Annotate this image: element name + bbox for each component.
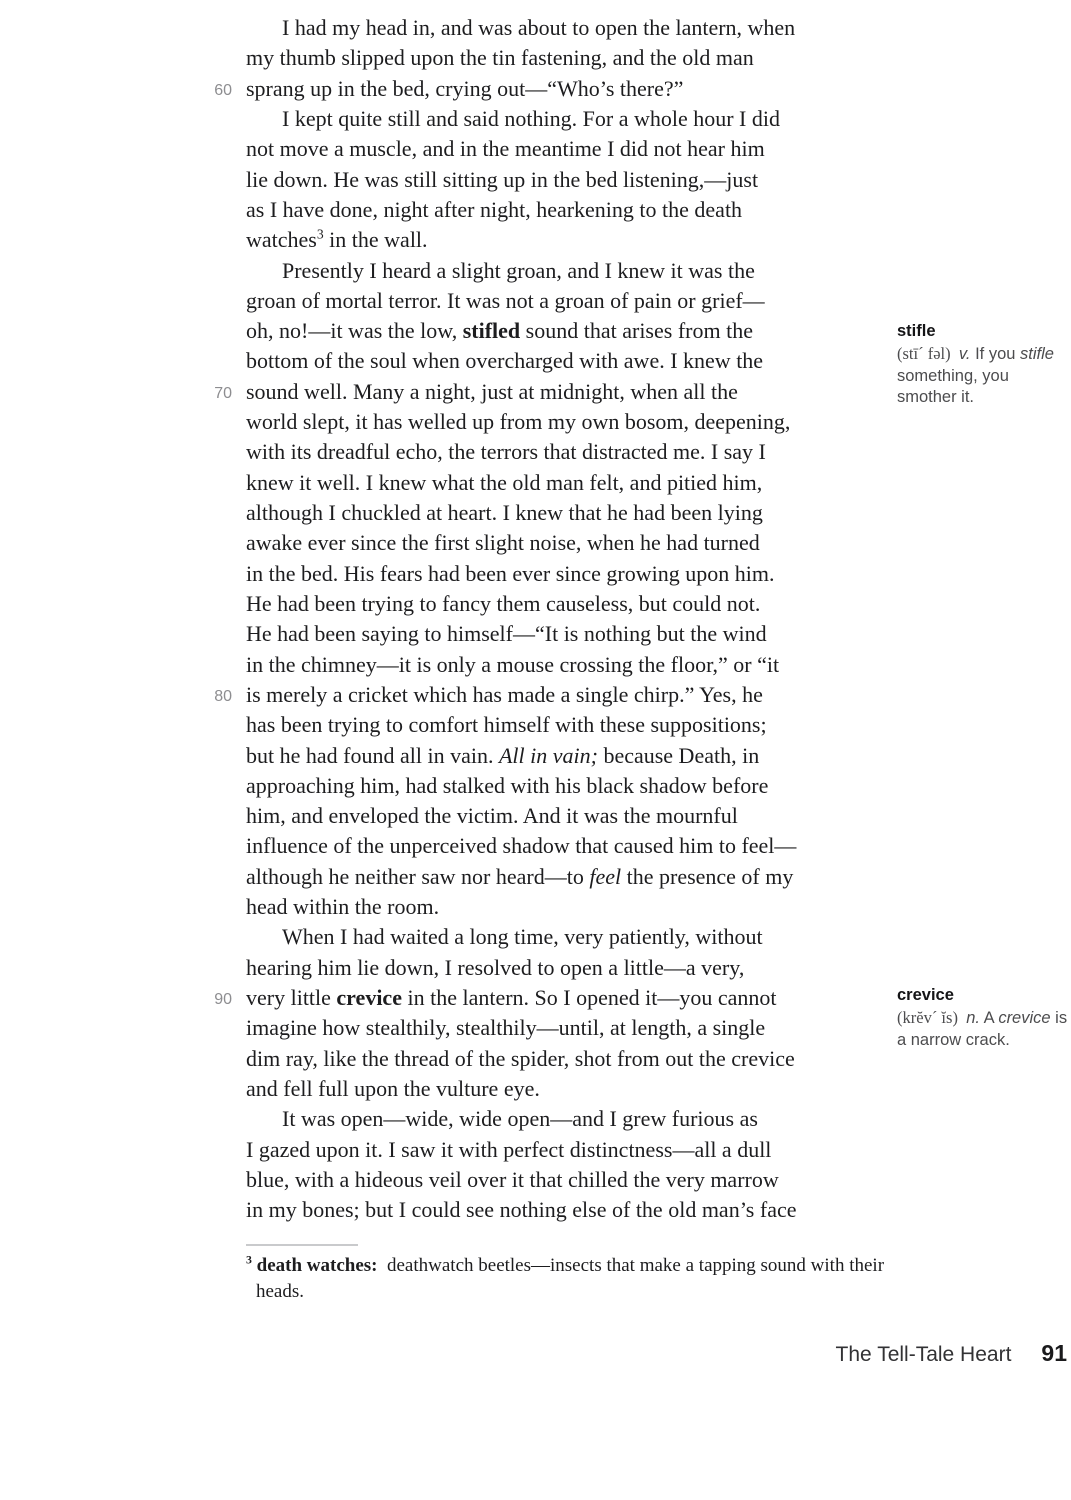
text-line [246, 316, 886, 346]
text-segment: sound that arises from the [520, 318, 753, 344]
text-segment: in the chimney—it is only a mouse crossing the floor,” or “it [246, 651, 780, 677]
text-segment: the presence of my [621, 863, 794, 889]
footnote-text [246, 1253, 886, 1305]
text-line [246, 13, 886, 43]
text-line [246, 498, 886, 528]
text-line [246, 195, 886, 225]
text-segment: sound well. Many a night, just at midnight, when all the [246, 378, 738, 404]
text-line [246, 225, 886, 255]
text-line [246, 1044, 886, 1074]
text-segment: When I had waited a long time, very patiently, without [282, 924, 763, 950]
text-segment: very little [246, 985, 337, 1010]
text-segment: in the lantern. So I opened it—you cannot [401, 985, 777, 1010]
text-segment: sprang up in the bed, crying out—“Who’s there?” [246, 75, 684, 101]
text-segment: blue, with a hideous veil over it that chilled the very marrow [246, 1166, 779, 1192]
text-segment: although I chuckled at heart. I knew that he had been lying [246, 500, 763, 525]
text-segment: has been trying to comfort himself with these suppositions; [246, 712, 767, 738]
text-line [246, 922, 886, 952]
text-line [246, 953, 886, 983]
body-text [214, 13, 886, 1226]
text-segment: crevice [336, 985, 402, 1010]
text-line [246, 831, 886, 861]
footnote-rule [246, 1244, 358, 1246]
text-line [246, 1195, 886, 1225]
text-segment: not move a muscle, and in the meantime I did not hear him [246, 136, 765, 162]
text-segment: in the bed. His fears had been ever since growing upon him. [246, 560, 775, 586]
text-line [246, 741, 886, 771]
text-line [246, 346, 886, 376]
running-title: The Tell-Tale Heart [835, 1343, 1012, 1366]
margin-note-definition [897, 343, 1071, 409]
text-line [246, 286, 886, 316]
text-line [246, 710, 886, 740]
margin-note-headword: stifle [897, 322, 936, 340]
text-line [246, 407, 886, 437]
text-line [246, 1135, 886, 1165]
text-line [214, 74, 886, 104]
text-segment: I had my head in, and was about to open the lantern, when [282, 15, 796, 40]
text-segment: dim ray, like the thread of the spider, shot from out the crevice [246, 1045, 795, 1071]
text-segment: in my bones; but I could see nothing else of the old man’s face [246, 1197, 797, 1223]
text-segment: approaching him, had stalked with his black shadow before [246, 772, 769, 798]
text-line [246, 589, 886, 619]
text-segment: bottom of the soul when overcharged with awe. I knew the [246, 348, 764, 374]
text-line [246, 165, 886, 195]
text-segment: is merely a cricket which has made a single chirp.” Yes, he [246, 681, 763, 707]
text-line [246, 256, 886, 286]
text-line [246, 528, 886, 558]
text-segment: world slept, it has welled up from my own bosom, deepening, [246, 409, 791, 435]
text-segment: deathwatch beetles—insects that make a tapping sound with their heads. [256, 1255, 885, 1302]
text-segment: He had been saying to himself—“It is nothing but the wind [246, 621, 767, 647]
margin-note-stifle [897, 321, 1071, 409]
text-line [214, 377, 886, 407]
text-segment: imagine how stealthily, stealthily—until, at length, a single [246, 1015, 766, 1041]
text-segment: I kept quite still and said nothing. For a whole hour I did [282, 105, 780, 131]
text-line [246, 1165, 886, 1195]
text-line [246, 559, 886, 589]
text-segment: knew it well. I knew what the old man felt, and pitied him, [246, 469, 763, 495]
text-segment: awake ever since the first slight noise, when he had turned [246, 530, 760, 556]
text-line [246, 134, 886, 164]
text-segment: head within the room. [246, 894, 440, 920]
text-segment: stifled [462, 318, 521, 344]
text-segment: Presently I heard a slight groan, and I knew it was the [282, 257, 755, 283]
text-segment: It was open—wide, wide open—and I grew furious as [282, 1106, 758, 1132]
text-segment: stifle [1020, 344, 1054, 363]
text-segment: All in vain; [498, 742, 598, 768]
text-segment: with its dreadful echo, the terrors that distracted me. I say I [246, 439, 766, 465]
text-segment: If you [970, 344, 1021, 363]
text-segment: n. [966, 1008, 980, 1027]
text-line [246, 650, 886, 680]
text-segment: as I have done, night after night, hearkening to the death [246, 196, 743, 222]
line-number: 90 [214, 991, 232, 1008]
text-segment: watches [246, 227, 317, 253]
text-segment: He had been trying to fancy them causeless, but could not. [246, 590, 761, 616]
text-segment: feel [589, 863, 622, 889]
text-segment: lie down. He was still sitting up in the bed listening,—just [246, 166, 759, 192]
text-segment: 3 [316, 226, 324, 242]
text-line [246, 862, 886, 892]
text-line [246, 771, 886, 801]
line-number: 70 [214, 384, 232, 402]
line-number: 80 [214, 687, 232, 705]
text-segment: and fell full upon the vulture eye. [246, 1075, 540, 1101]
text-segment: influence of the unperceived shadow that caused him to feel— [246, 833, 797, 859]
text-segment: v. [958, 344, 971, 363]
text-segment: crevice [998, 1008, 1051, 1027]
margin-note-definition [897, 1007, 1071, 1052]
page-footer [836, 1340, 1067, 1367]
text-line [246, 43, 886, 73]
margin-note-crevice [897, 985, 1071, 1051]
text-segment: A [979, 1008, 999, 1027]
text-line [246, 437, 886, 467]
text-segment: oh, no!—it was the low, [246, 318, 463, 344]
text-segment: something, you smother it. [897, 366, 1009, 407]
text-line [246, 892, 886, 922]
text-line [246, 1074, 886, 1104]
text-segment: 3 [246, 1253, 252, 1267]
text-segment: groan of mortal terror. It was not a groan of pain or grief— [246, 287, 765, 313]
text-segment: I gazed upon it. I saw it with perfect distinctness—all a dull [246, 1136, 772, 1162]
text-segment: my thumb slipped upon the tin fastening, and the old man [246, 45, 754, 71]
text-segment: in the wall. [323, 227, 428, 253]
text-line [214, 680, 886, 710]
text-line [246, 619, 886, 649]
text-line [214, 983, 886, 1013]
text-segment: because Death, in [597, 742, 760, 768]
text-segment: but he had found all in vain. [246, 742, 499, 768]
text-segment: (stī´ fəl) [897, 343, 959, 363]
text-segment: death watches: [256, 1255, 378, 1276]
text-line [246, 468, 886, 498]
line-number: 60 [214, 81, 232, 99]
text-segment: him, and enveloped the victim. And it was the mournful [246, 803, 738, 829]
text-line [246, 801, 886, 831]
text-segment: although he neither saw nor heard—to [246, 863, 590, 889]
text-segment: (krĕv´ ĭs) [897, 1007, 967, 1027]
page-number: 91 [1041, 1340, 1067, 1366]
text-line [246, 1013, 886, 1043]
text-line [246, 1104, 886, 1134]
margin-note-headword: crevice [897, 986, 954, 1004]
text-segment: hearing him lie down, I resolved to open a little—a very, [246, 954, 745, 980]
footnote [246, 1244, 886, 1305]
text-line [246, 104, 886, 134]
text-segment: is a narrow crack. [897, 1008, 1068, 1049]
